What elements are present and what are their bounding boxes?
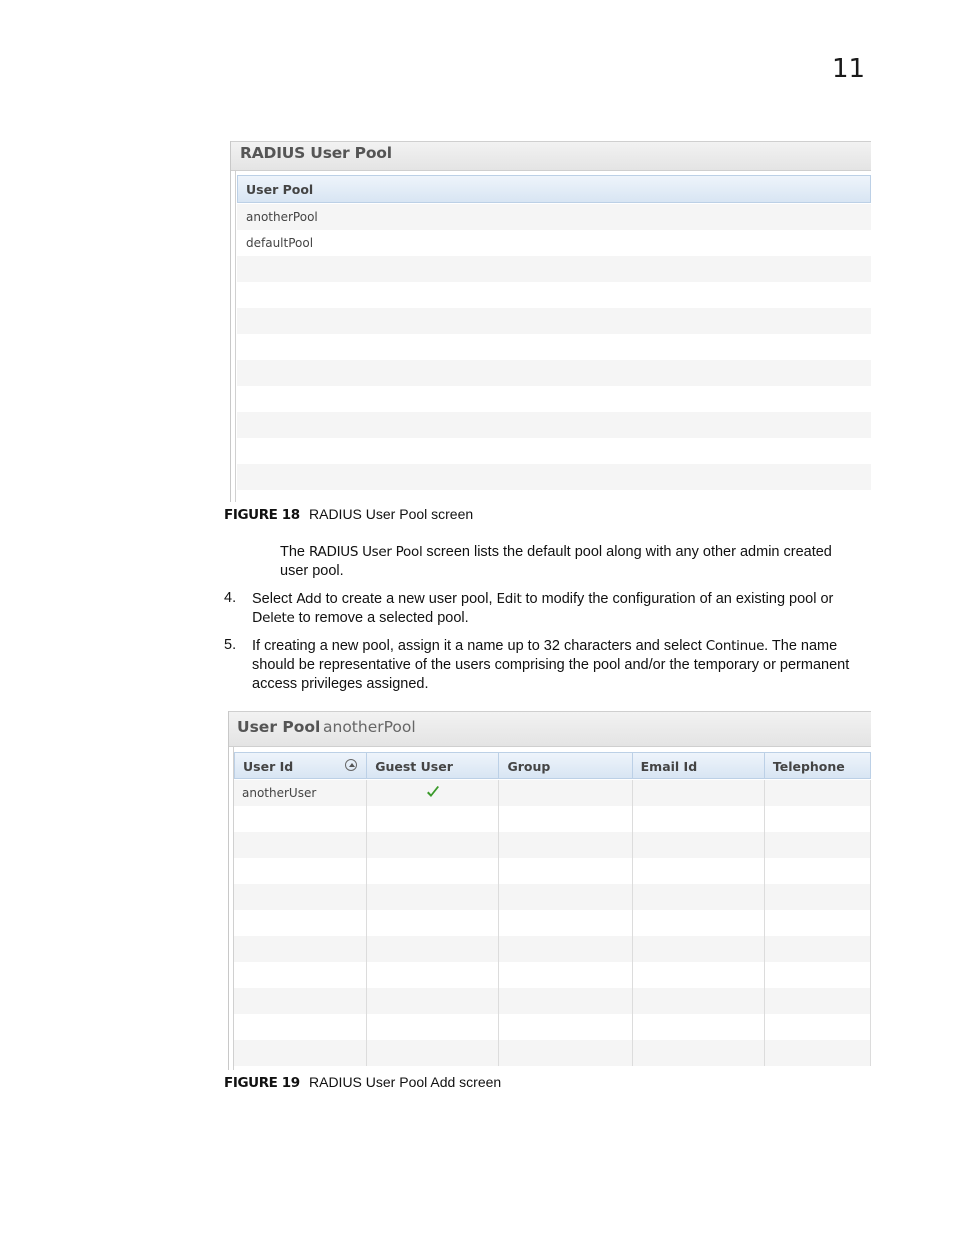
table-cell [234,1040,367,1066]
list-item[interactable] [237,204,871,230]
table-cell [499,910,632,936]
radius-user-pool-add-screenshot [228,711,871,1070]
list-item[interactable] [237,282,871,308]
table-cell [499,1014,632,1040]
table-cell [367,988,499,1014]
ui-term: RADIUS User Pool [309,544,423,560]
step-5-text [252,637,849,694]
table-cell [499,884,632,910]
column-header-user-pool[interactable] [237,175,871,203]
list-item[interactable] [237,490,871,502]
table-cell [633,1040,765,1066]
text-run: . The name [764,638,838,654]
figure-19-caption [224,1074,502,1091]
table-cell [234,962,367,988]
text-run: If creating a new pool, assign it a name up to 32 characters and select [252,638,706,654]
table-row[interactable] [234,806,871,832]
table-cell [499,1040,632,1066]
table-cell [234,780,367,806]
table-cell [633,936,765,962]
table-cell [234,806,367,832]
column-header-group[interactable] [499,752,632,779]
text-run: screen lists the default pool along with any other admin created [422,544,832,560]
table-cell [499,780,632,806]
list-item[interactable] [237,360,871,386]
column-header-label: Telephone [772,759,845,774]
column-header-label: User Id [243,759,294,774]
table-row[interactable] [234,780,871,806]
table-cell [633,884,765,910]
table-cell [765,806,871,832]
pool-name: anotherPool [323,718,416,736]
table-cell [499,806,632,832]
table-cell [765,1014,871,1040]
table-cell [234,1014,367,1040]
table-row[interactable] [234,910,871,936]
column-header-label: Guest User [375,759,453,774]
table-cell [765,884,871,910]
panel-title: User Pool [237,718,321,736]
step-4-number: 4. [224,590,237,606]
column-header-telephone[interactable] [765,752,871,779]
table-cell [765,936,871,962]
user-id-value: anotherUser [242,786,317,800]
panel-title-bar [229,711,871,747]
table-cell [765,832,871,858]
table-row[interactable] [234,1040,871,1066]
table-cell [633,780,765,806]
list-item[interactable] [237,386,871,412]
column-header-label: User Pool [246,182,314,197]
table-cell [234,832,367,858]
table-cell [499,832,632,858]
list-item[interactable] [237,438,871,464]
table-cell [367,884,499,910]
ui-term: Delete [252,610,295,626]
table-row[interactable] [234,884,871,910]
table-cell [633,910,765,936]
table-cell [367,780,499,806]
table-cell [499,962,632,988]
text-run: to create a new user pool, [321,591,497,607]
column-header-guest-user[interactable] [367,752,499,779]
list-item[interactable] [237,464,871,490]
text-run: to modify the configuration of an existing pool or [521,591,834,607]
panel-title: RADIUS User Pool [240,144,392,162]
text-run: Select [252,591,297,607]
table-row[interactable] [234,858,871,884]
list-item-label: defaultPool [246,236,314,250]
table-cell [765,962,871,988]
panel-left-rule [235,171,236,502]
table-cell [234,910,367,936]
figure-title: RADIUS User Pool Add screen [309,1074,502,1090]
step-5-number: 5. [224,637,237,653]
table-cell [765,858,871,884]
list-item[interactable] [237,308,871,334]
ui-term: Continue [705,638,765,654]
table-cell [367,858,499,884]
list-item[interactable] [237,412,871,438]
text-run: The [280,544,310,560]
sort-ascending-icon[interactable] [345,759,357,771]
column-header-email-id[interactable] [633,752,765,779]
table-cell [367,936,499,962]
table-row[interactable] [234,936,871,962]
table-cell [499,936,632,962]
table-cell [367,832,499,858]
table-cell [633,988,765,1014]
page-number: 11 [831,54,866,84]
table-cell [633,962,765,988]
text-run: should be representative of the users comprising the pool and/or the temporary or permanent [252,657,850,673]
figure-label: FIGURE 19 [224,1075,300,1091]
table-cell [633,1014,765,1040]
table-cell [633,858,765,884]
figure-18-caption [224,506,474,523]
column-header-label: Email Id [640,759,698,774]
column-header-user-id[interactable] [234,752,367,779]
list-item[interactable] [237,230,871,256]
table-cell [765,1040,871,1066]
list-item[interactable] [237,256,871,282]
checkmark-icon [425,784,441,800]
table-row[interactable] [234,1014,871,1040]
table-cell [765,780,871,806]
table-cell [367,962,499,988]
table-cell [234,936,367,962]
radius-user-pool-screenshot [230,141,871,502]
table-cell [234,858,367,884]
list-item-label: anotherPool [246,210,318,224]
table-cell [765,910,871,936]
table-row[interactable] [234,832,871,858]
table-row[interactable] [234,962,871,988]
table-cell [633,832,765,858]
text-run: access privileges assigned. [252,676,429,692]
column-header-label: Group [507,759,551,774]
table-cell [367,910,499,936]
table-cell [765,988,871,1014]
user-pool-list [237,204,871,502]
table-cell [234,884,367,910]
table-cell [499,858,632,884]
table-cell [234,988,367,1014]
users-table [234,752,871,1070]
step-4-text [252,590,833,628]
figure-label: FIGURE 18 [224,507,300,523]
table-cell [367,806,499,832]
text-run: user pool. [280,563,344,579]
table-body [234,780,871,1066]
ui-term: Add [296,591,322,607]
table-cell [499,988,632,1014]
list-item[interactable] [237,334,871,360]
table-cell [367,1040,499,1066]
text-run: to remove a selected pool. [294,610,469,626]
table-header [234,752,871,779]
table-cell [633,806,765,832]
panel-title-bar [231,141,871,171]
intro-paragraph [280,543,832,581]
ui-term: Edit [496,591,522,607]
table-row[interactable] [234,988,871,1014]
figure-title: RADIUS User Pool screen [309,506,474,522]
table-cell [367,1014,499,1040]
